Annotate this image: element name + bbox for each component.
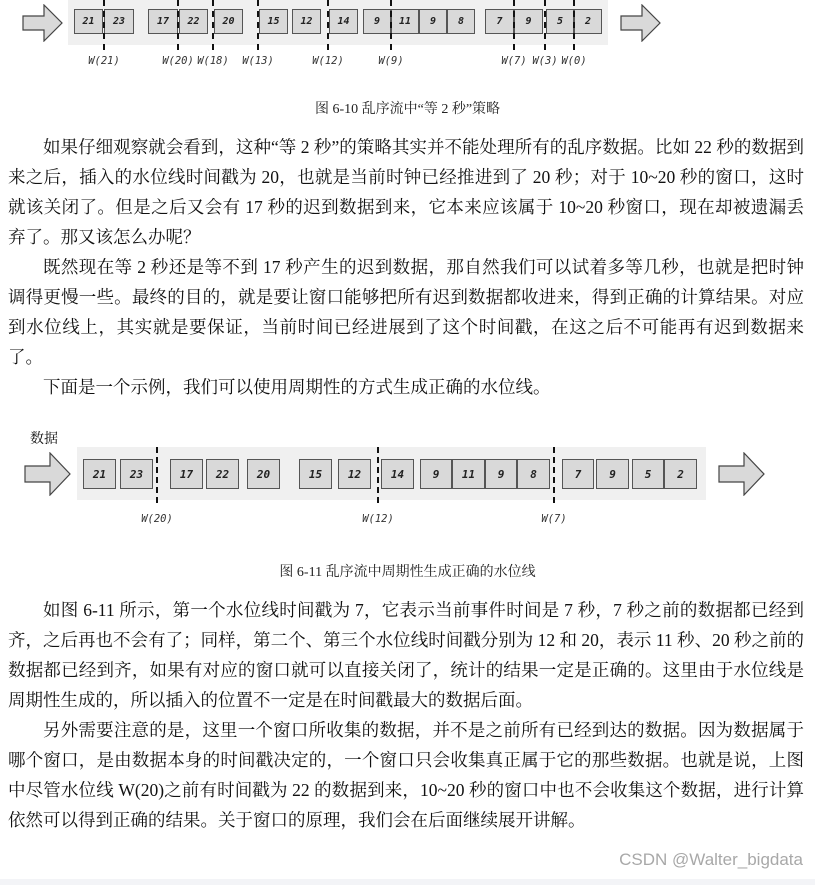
watermark-label: W(12) <box>362 513 394 525</box>
body-text-1 <box>8 132 804 402</box>
event-box: 23 <box>104 9 134 34</box>
event-box: 8 <box>447 9 475 34</box>
paragraph: 另外需要注意的是，这里一个窗口所收集的数据，并不是之前所有已经到达的数据。因为数据属于哪个窗口，是由数据本身的时间戳决定的，一个窗口只会收集真正属于它的那些数据。也就是说，上图中尽管水位线 W(20)之前有时间戳为 22 的数据到来，10~20 秒的窗口中也不会收集这个数据，进行计算依然可以得到正确的结果。关于窗口的原理，我们会在后面继续展开讲解。 <box>8 720 804 830</box>
watermark-label: W(7) <box>501 55 527 67</box>
event-box: 15 <box>299 459 332 489</box>
event-box: 9 <box>485 459 517 489</box>
figure-caption-6-10: 图 6-10 乱序流中“等 2 秒”策略 <box>314 102 501 117</box>
footer-bar <box>0 879 815 885</box>
event-box: 23 <box>120 459 153 489</box>
event-box: 9 <box>596 459 629 489</box>
event-box: 5 <box>546 9 574 34</box>
event-box: 11 <box>391 9 419 34</box>
event-box: 2 <box>574 9 602 34</box>
watermark-line <box>212 0 214 50</box>
paragraph: 既然现在等 2 秒还是等不到 17 秒产生的迟到数据，那自然我们可以试着多等几秒，也就是把时钟调得更慢一些。最终的目的，就是要让窗口能够把所有迟到数据都收进来，得到正确的计算结果。对应到水位线上，其实就是要保证，当前时间已经进展到了这个时间戳，在这之后不可能再有迟到数据来了。 <box>8 257 804 367</box>
input-arrow-icon <box>22 4 64 42</box>
event-box: 15 <box>259 9 288 34</box>
event-box: 22 <box>179 9 208 34</box>
event-box: 9 <box>363 9 391 34</box>
watermark-line <box>156 447 158 503</box>
watermark-line <box>177 0 179 50</box>
event-box: 5 <box>632 459 664 489</box>
event-box: 9 <box>419 9 447 34</box>
watermark-label: W(21) <box>88 55 120 67</box>
event-box: 2 <box>664 459 697 489</box>
watermark-label: W(20) <box>141 513 173 525</box>
watermark-label: W(0) <box>561 55 587 67</box>
event-box: 12 <box>338 459 371 489</box>
event-box: 12 <box>292 9 321 34</box>
csdn-watermark: CSDN @Walter_bigdata <box>619 850 803 869</box>
paragraph: 如果仔细观察就会看到，这种“等 2 秒”的策略其实并不能处理所有的乱序数据。比如 22 秒的数据到来之后，插入的水位线时间戳为 20，也就是当前时钟已经推进到了 20 秒；对于 10~20 秒的窗口，这时就该关闭了。但是之后又会有 17 秒的迟到数据到来，它本来应该属于 10~20 秒窗口，现在却被遗漏丢弃了。那又该怎么办呢？ <box>8 137 804 247</box>
watermark-line <box>327 0 329 50</box>
watermark-line <box>377 447 379 503</box>
event-box: 11 <box>452 459 485 489</box>
paragraph: 如图 6-11 所示，第一个水位线时间戳为 7，它表示当前事件时间是 7 秒，7 秒之前的数据都已经到齐，之后再也不会有了；同样，第二个、第三个水位线时间戳分别为 12 和 20，表示 11 秒、20 秒之前的数据都已经到齐，如果有对应的窗口就可以直接关闭了，统计的结果一定是正确的。这里由于水位线是周期性生成的，所以插入的位置不一定是在时间戳最大的数据后面。 <box>8 600 804 710</box>
watermark-label: W(20) <box>162 55 194 67</box>
watermark-line <box>390 0 392 50</box>
watermark-line <box>544 0 546 50</box>
body-text-2 <box>8 595 804 835</box>
event-box: 17 <box>170 459 203 489</box>
figure-caption-6-11: 图 6-11 乱序流中周期性生成正确的水位线 <box>279 565 536 580</box>
event-box: 8 <box>517 459 550 489</box>
watermark-line <box>257 0 259 50</box>
output-arrow-icon <box>718 452 766 496</box>
watermark-label: W(9) <box>378 55 404 67</box>
event-box: 21 <box>83 459 116 489</box>
event-box: 7 <box>485 9 514 34</box>
event-box: 20 <box>214 9 243 34</box>
event-box: 7 <box>562 459 594 489</box>
event-box: 14 <box>329 9 358 34</box>
event-box: 9 <box>420 459 452 489</box>
watermark-line <box>513 0 515 50</box>
watermark-line <box>573 0 575 50</box>
watermark-label: W(13) <box>242 55 274 67</box>
watermark-label: W(3) <box>532 55 558 67</box>
paragraph: 下面是一个示例，我们可以使用周期性的方式生成正确的水位线。 <box>43 377 551 397</box>
event-box: 9 <box>514 9 543 34</box>
data-label: 数据 <box>30 431 58 447</box>
event-box: 22 <box>206 459 239 489</box>
watermark-line <box>103 0 105 50</box>
event-box: 14 <box>381 459 414 489</box>
watermark-label: W(12) <box>312 55 344 67</box>
input-arrow-icon <box>24 452 72 496</box>
watermark-label: W(7) <box>541 513 567 525</box>
event-box: 21 <box>74 9 103 34</box>
event-box: 17 <box>148 9 178 34</box>
output-arrow-icon <box>620 4 662 42</box>
watermark-line <box>553 447 555 503</box>
watermark-label: W(18) <box>197 55 229 67</box>
event-box: 20 <box>247 459 280 489</box>
